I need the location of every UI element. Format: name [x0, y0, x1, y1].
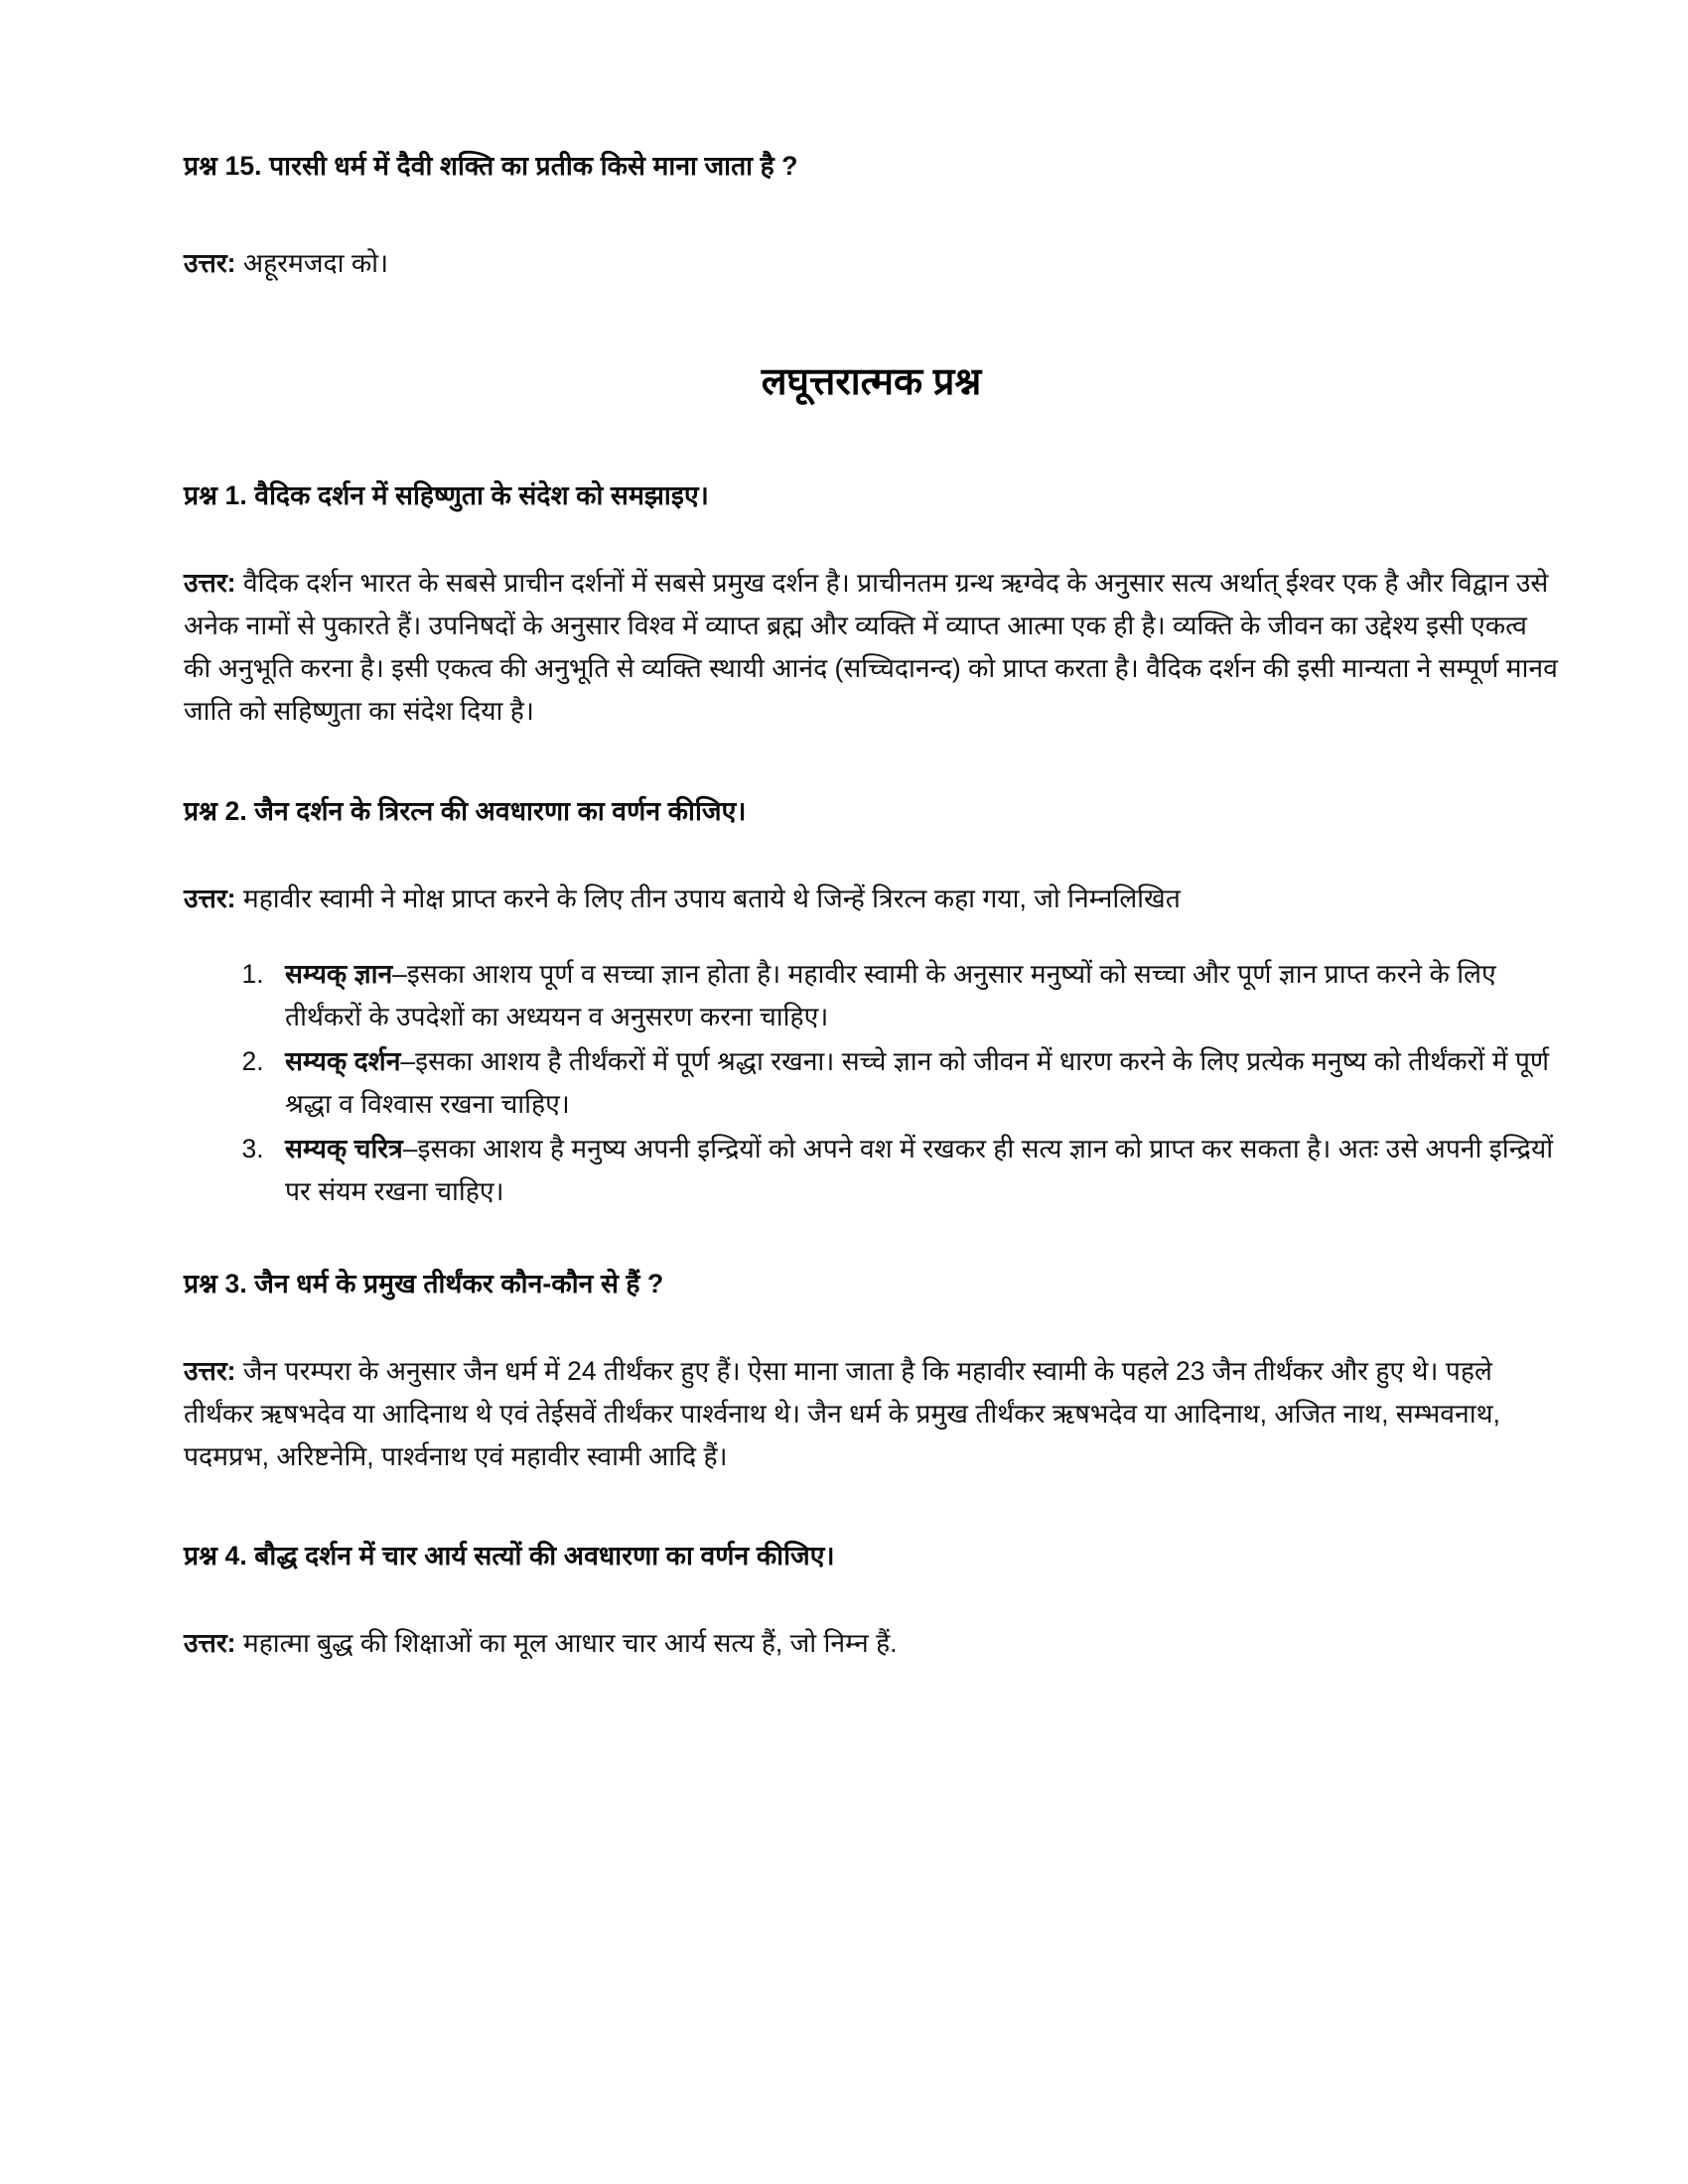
question-heading-3: प्रश्न 3. जैन धर्म के प्रमुख तीर्थंकर कौन-कौन से हैं ? — [184, 1268, 664, 1298]
list-item-body: –इसका आशय है मनुष्य अपनी इन्द्रियों को अपने वश में रखकर ही सत्य ज्ञान को प्राप्त कर सकता है। अतः उसे अपनी इन्द्रियों पर संयम रखना चाहिए। — [285, 1134, 1554, 1207]
answer-text: महात्मा बुद्ध की शिक्षाओं का मूल आधार चार आर्य सत्य हैं, जो निम्न हैं. — [235, 1628, 898, 1659]
spacer — [184, 830, 1559, 878]
answer-label: उत्तर: — [184, 1628, 236, 1659]
page-content — [184, 149, 1559, 1665]
answer-text: वैदिक दर्शन भारत के सबसे प्राचीन दर्शनों में सबसे प्रमुख दर्शन है। प्राचीनतम ग्रन्थ ऋग्वेद के अनुसार सत्य अर्थात् ईश्वर एक है और विद्वान उसे अनेक नामों से पुकारते हैं। उपनिषदों के अनुसार विश्व में व्याप्त ब्रह्म और व्यक्ति में व्याप्त आत्मा एक ही है। व्यक्ति के जीवन का उद्देश्य इसी एकत्व की अनुभूति करना है। इसी एकत्व की अनुभूति से व्यक्ति स्थायी आनंद (सच्चिदानन्द) को प्राप्त करता है। वैदिक दर्शन की इसी मान्यता ने सम्पूर्ण मानव जाति को सहिष्णुता का संदेश दिया है। — [184, 568, 1558, 726]
spacer — [184, 185, 1559, 242]
answer-paragraph-1 — [184, 562, 1559, 733]
list-item — [271, 1128, 1559, 1213]
answer-text: महावीर स्वामी ने मोक्ष प्राप्त करने के लिए तीन उपाय बताये थे जिन्हें त्रिरत्न कहा गया, जो निम्नलिखित — [235, 883, 1181, 913]
spacer — [184, 285, 1559, 360]
answer-paragraph-2 — [184, 878, 1559, 920]
answer-label: उत्तर: — [184, 1355, 236, 1386]
answer-label: उत्तर: — [184, 568, 236, 599]
answer-paragraph-15 — [184, 242, 1559, 285]
triratna-list — [184, 953, 1559, 1213]
answer-text: अहूरमजदा को। — [235, 247, 389, 278]
list-item — [271, 953, 1559, 1038]
list-item-term: सम्यक् चरित्र — [285, 1134, 403, 1164]
answer-text: जैन परम्परा के अनुसार जैन धर्म में 24 तीर्थंकर हुए हैं। ऐसा माना जाता है कि महावीर स्वामी के पहले 23 जैन तीर्थंकर और हुए थे। पहले तीर्थंकर ऋषभदेव या आदिनाथ थे एवं तेईसवें तीर्थंकर पार्श्वनाथ थे। जैन धर्म के प्रमुख तीर्थंकर ऋषभदेव या आदिनाथ, अजित नाथ, सम्भवनाथ, पदमप्रभ, अरिष्टनेमि, पार्श्वनाथ एवं महावीर स्वामी आदि हैं। — [184, 1355, 1500, 1471]
question-heading-4: प्रश्न 4. बौद्ध दर्शन में चार आर्य सत्यों की अवधारणा का वर्णन कीजिए। — [184, 1541, 835, 1571]
answer-label: उत्तर: — [184, 883, 236, 913]
list-item — [271, 1040, 1559, 1126]
spacer — [184, 1215, 1559, 1267]
answer-label: उत्तर: — [184, 247, 236, 278]
answer-paragraph-3 — [184, 1350, 1559, 1478]
spacer — [184, 733, 1559, 794]
spacer — [184, 1574, 1559, 1622]
answer-paragraph-4 — [184, 1622, 1559, 1665]
list-item-body: –इसका आशय है तीर्थंकरों में पूर्ण श्रद्धा रखना। सच्चे ज्ञान को जीवन में धारण करने के लिए प्रत्येक मनुष्य को तीर्थंकरों में पूर्ण श्रद्धा व विश्वास रखना चाहिए। — [285, 1046, 1550, 1120]
list-item-term: सम्यक् दर्शन — [285, 1046, 401, 1077]
list-item-body: –इसका आशय पूर्ण व सच्चा ज्ञान होता है। महावीर स्वामी के अनुसार मनुष्यों को सच्चा और पूर्ण ज्ञान प्राप्त करने के लिए तीर्थंकरों के उपदेशों का अध्ययन व अनुसरण करना चाहिए। — [285, 959, 1496, 1032]
list-item-term: सम्यक् ज्ञान — [285, 959, 393, 990]
spacer — [184, 1477, 1559, 1539]
spacer — [184, 405, 1559, 478]
spacer — [184, 1302, 1559, 1350]
question-heading-15: प्रश्न 15. पारसी धर्म में दैवी शक्ति का प्रतीक किसे माना जाता है ? — [184, 151, 798, 181]
spacer — [184, 514, 1559, 562]
question-heading-1: प्रश्न 1. वैदिक दर्शन में सहिष्णुता के संदेश को समझाइए। — [184, 480, 709, 511]
question-heading-2: प्रश्न 2. जैन दर्शन के त्रिरत्न की अवधारणा का वर्णन कीजिए। — [184, 795, 747, 826]
section-title: लघूत्तरात्मक प्रश्न — [761, 360, 982, 403]
spacer — [184, 919, 1559, 953]
